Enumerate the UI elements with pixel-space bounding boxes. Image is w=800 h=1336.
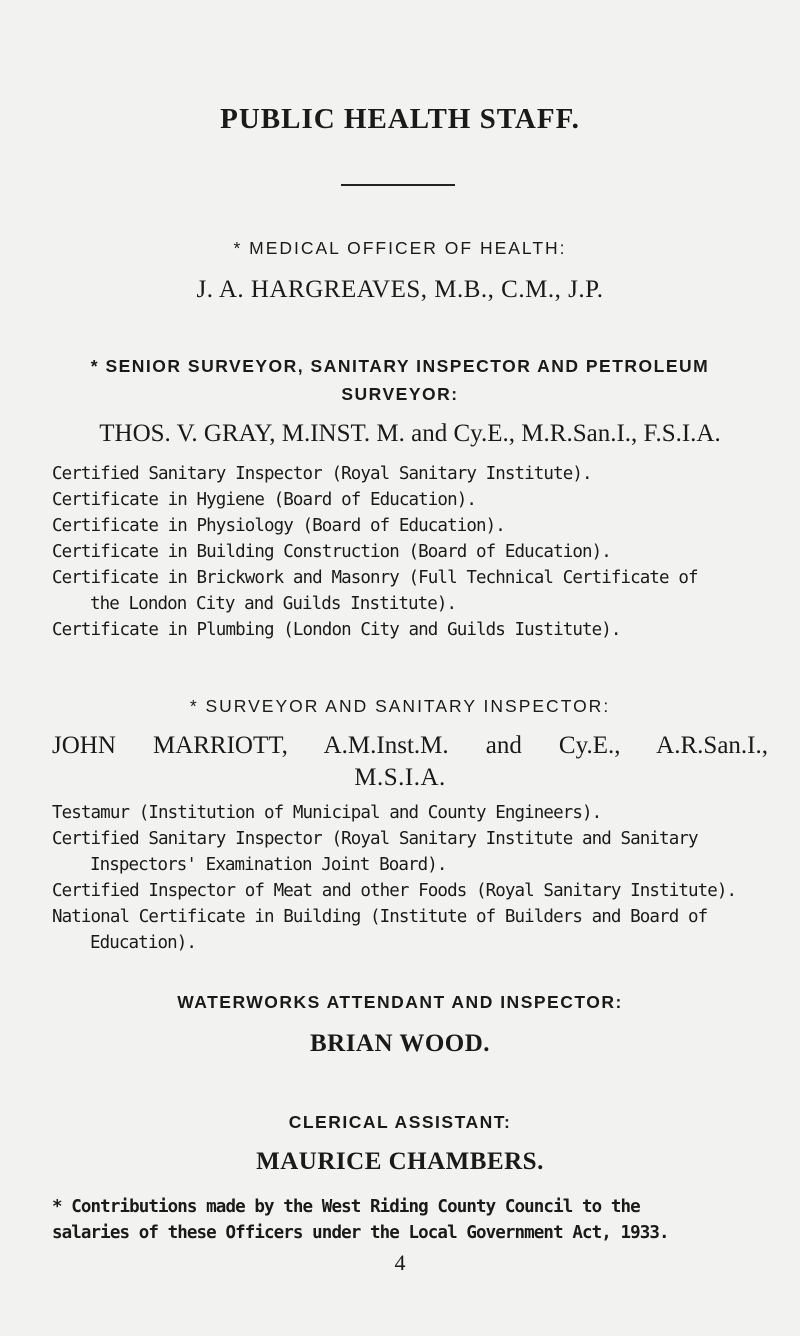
qualification-line: Certificate in Hygiene (Board of Education). [52,490,476,510]
surveyor-heading: * SURVEYOR AND SANITARY INSPECTOR: [189,696,611,716]
qualification-line: Certified Sanitary Inspector (Royal Sanitary Institute). [52,464,592,484]
qualification-line: Certificate in Plumbing (London City and Guilds Iustitute). [52,620,621,640]
footnote [52,1194,768,1246]
senior-surveyor-name: THOS. V. GRAY, M.INST. M. and Cy.E., M.R.San.I., F.S.I.A. [99,420,721,447]
qualification-line: Certificate in Building Construction (Board of Education). [52,542,611,562]
qualification-line: Testamur (Institution of Municipal and County Engineers). [52,803,602,823]
waterworks-name: BRIAN WOOD. [309,1030,491,1057]
qualification-line: Certificate in Brickwork and Masonry (Full Technical Certificate of [52,568,698,588]
qualification-line: Certificate in Physiology (Board of Education). [52,516,505,536]
waterworks-heading: WATERWORKS ATTENDANT AND INSPECTOR: [177,992,623,1012]
surveyor-qualifications [52,800,767,956]
clerical-name: MAURICE CHAMBERS. [256,1148,544,1175]
qualification-line: Inspectors' Examination Joint Board). [90,855,447,875]
qualification-line: Certified Sanitary Inspector (Royal Sanitary Institute and Sanitary [52,829,698,849]
title-divider [341,184,455,186]
senior-surveyor-qualifications [52,461,767,643]
page-number: 4 [394,1250,406,1275]
senior-surveyor-heading-line2: SURVEYOR: [341,384,459,404]
clerical-heading: CLERICAL ASSISTANT: [288,1112,512,1132]
page-title: PUBLIC HEALTH STAFF. [220,103,580,135]
medical-officer-heading: * MEDICAL OFFICER OF HEALTH: [233,238,567,258]
qualification-line: the London City and Guilds Institute). [90,594,457,614]
medical-officer-name: J. A. HARGREAVES, M.B., C.M., J.P. [196,276,604,303]
surveyor-name-line2: M.S.I.A. [354,764,446,791]
senior-surveyor-heading-line1: * SENIOR SURVEYOR, SANITARY INSPECTOR AND PETROLEUM [90,356,710,376]
footnote-line1: * Contributions made by the West Riding County Council to the [52,1197,640,1217]
qualification-line: Certified Inspector of Meat and other Foods (Royal Sanitary Institute). [52,881,737,901]
surveyor-name-line1: JOHN MARRIOTT, A.M.Inst.M. and Cy.E., A.R.San.I., [52,732,768,759]
qualification-line: National Certificate in Building (Institute of Builders and Board of [52,907,708,927]
qualification-line: Education). [90,933,196,953]
footnote-line2: salaries of these Officers under the Local Government Act, 1933. [52,1223,669,1243]
